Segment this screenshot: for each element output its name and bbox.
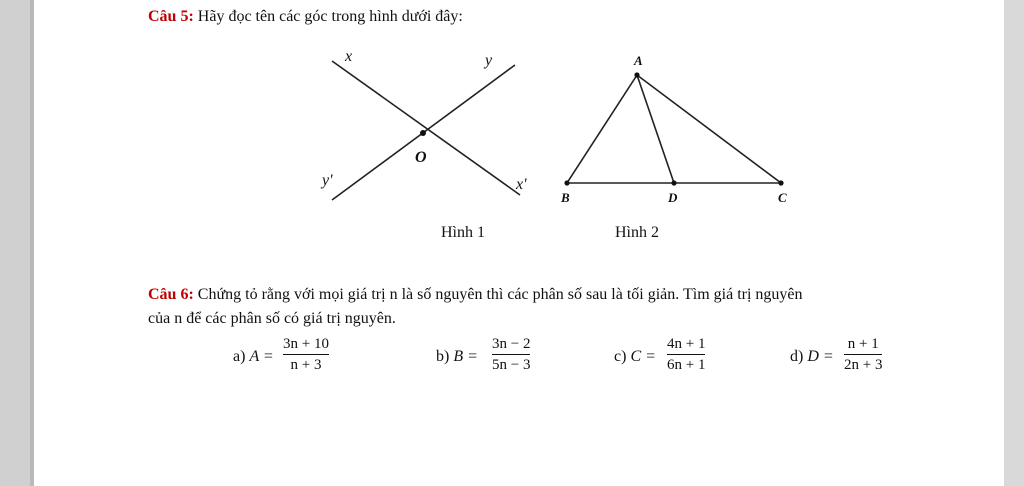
label-c: C (778, 190, 787, 205)
q6-line-1 (148, 286, 803, 304)
segment-ad (637, 75, 674, 183)
fraction-a (283, 335, 329, 374)
fraction-d (844, 335, 882, 374)
point-d (671, 180, 676, 185)
right-gray-margin (1004, 0, 1024, 486)
label-o: O (415, 149, 427, 166)
label-d: D (668, 190, 678, 205)
fraction-c-denominator: 6n + 1 (667, 357, 706, 373)
q6-text-1: Chứng tỏ rằng với mọi giá trị n là số nguyên thì các phân số sau là tối giản. Tìm giá trị nguyên (193, 286, 803, 303)
point-o (420, 130, 426, 136)
fraction-d-denominator: 2n + 3 (844, 357, 883, 373)
q5-label: Câu 5: (148, 8, 194, 25)
figure-1-intersecting-lines (310, 45, 540, 215)
fraction-b-denominator: 5n − 3 (492, 357, 531, 373)
q6-label: Câu 6: (148, 286, 194, 303)
fraction-a-bar (283, 354, 329, 355)
label-x: x (345, 48, 353, 65)
item-a-prefix: a) A = (233, 348, 274, 365)
item-c-prefix: c) C = (614, 348, 656, 365)
fraction-d-numerator: n + 1 (847, 336, 879, 352)
label-x-prime: x' (516, 176, 527, 193)
fraction-a-denominator: n + 3 (290, 357, 322, 373)
point-b (564, 180, 569, 185)
item-b-prefix: b) B = (436, 348, 478, 365)
q6-line-2: của n để các phân số có giá trị nguyên. (148, 310, 396, 327)
triangle-abc (567, 75, 781, 183)
fraction-a-numerator: 3n + 10 (283, 336, 329, 352)
figure-2-triangle (555, 60, 795, 195)
q5-line (148, 8, 463, 26)
caption-hinh-2: Hình 2 (615, 224, 659, 241)
fraction-c-numerator: 4n + 1 (667, 336, 706, 352)
fraction-b-bar (492, 354, 530, 355)
fraction-b (492, 335, 530, 374)
label-y: y (485, 52, 493, 69)
item-d-prefix: d) D = (790, 348, 834, 365)
left-gray-margin (0, 0, 34, 486)
caption-hinh-1: Hình 1 (441, 224, 485, 241)
point-a (634, 72, 639, 77)
label-b: B (561, 190, 570, 205)
label-y-prime: y' (322, 172, 333, 189)
fraction-b-numerator: 3n − 2 (492, 336, 531, 352)
fraction-c-bar (667, 354, 705, 355)
fraction-d-bar (844, 354, 882, 355)
line-xx (332, 61, 520, 195)
point-c (778, 180, 783, 185)
fraction-c (667, 335, 705, 374)
label-a: A (634, 53, 643, 68)
q5-text: Hãy đọc tên các góc trong hình dưới đây: (193, 8, 463, 25)
